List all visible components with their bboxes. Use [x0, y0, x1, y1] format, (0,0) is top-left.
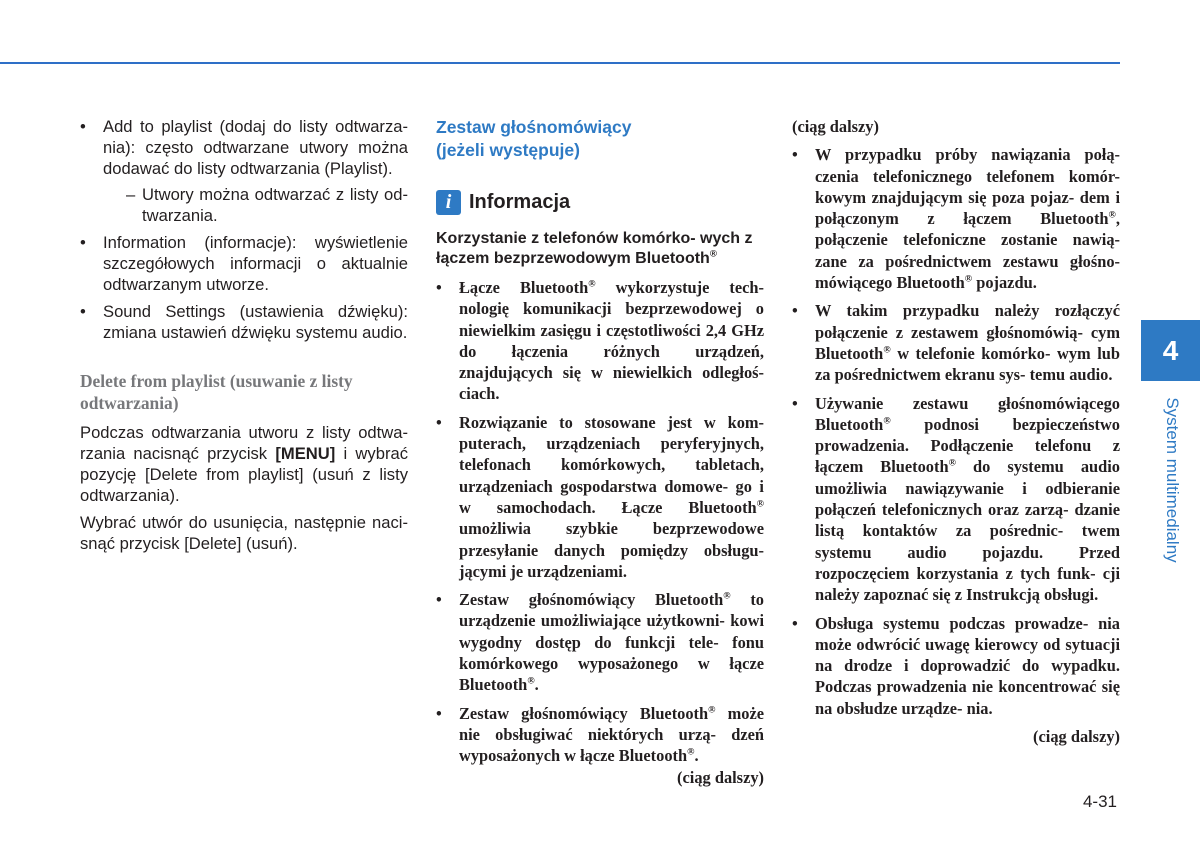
list-item: • Zestaw głośnomówiący Bluetooth® to urządzenie umożliwiające użytkowni- kowi wygodny dostęp do funkcji tele- fonu komórkowego wyposażonego w łącze Bluetooth®.	[436, 589, 764, 695]
sub-item: – Utwory można odtwarzać z listy od- twarzania.	[126, 185, 408, 225]
paragraph: Wybrać utwór do usunięcia, następnie naci- snąć przycisk [Delete] (usuń).	[80, 513, 408, 553]
list-item: • Rozwiązanie to stosowane jest w kom- puterach, urządzeniach peryferyjnych, telefonach komórkowych, tabletach, urządzeniach gospodarstwa domowe- go i w samochodach. Łącze Bluetooth® umożliwia szybkie bezprzewodowe przesyłanie danych pomiędzy obsługu- jącymi je urządzeniami.	[436, 412, 764, 582]
menu-button-label: [MENU]	[275, 444, 336, 463]
list-item: • Zestaw głośnomówiący Bluetooth® może nie obsługiwać niektórych urzą- dzeń wyposażonych w łącze Bluetooth®.	[436, 703, 764, 767]
list-item: • Sound Settings (ustawienia dźwięku): zmiana ustawień dźwięku systemu audio.	[80, 301, 408, 343]
list-item: • Information (informacje): wyświetlenie szczegółowych informacji o aktualnie odtwarzanym utworze.	[80, 232, 408, 295]
info-icon: i	[436, 190, 461, 215]
info-subheading: Korzystanie z telefonów komórko- wych z łączem bezprzewodowym Bluetooth®	[436, 230, 753, 267]
column-middle	[436, 116, 764, 788]
column-left	[80, 116, 408, 560]
paragraph: Podczas odtwarzania utworu z listy odtwa- rzania nacisnąć przycisk [MENU] i wybrać pozycję [Delete from playlist] (usuń z listy odtwarzania).	[80, 423, 408, 505]
chapter-tab: 4	[1141, 320, 1200, 381]
list-item: • W takim przypadku należy rozłączyć połączenie z zestawem głośnomówią- cym Bluetooth® w telefonie komórko- wym lub za pośrednictwem ekranu sys- temu audio.	[792, 300, 1120, 385]
chapter-title: System multimedialny	[1163, 396, 1182, 563]
info-list-continued	[792, 144, 1120, 719]
list-item: • Add to playlist (dodaj do listy odtwarza- nia): często odtwarzane utwory można dodawać do listy odtwarzania (Playlist). – Utwory można odtwarzać z listy od- twarzania.	[80, 116, 408, 226]
section-title: Zestaw głośnomówiący (jeżeli występuje)	[436, 117, 632, 160]
continued-label: (ciąg dalszy)	[792, 117, 879, 136]
info-title: Informacja	[469, 191, 571, 213]
subheading: Delete from playlist (usuwanie z listy odtwarzania)	[80, 371, 353, 413]
list-item: • Łącze Bluetooth® wykorzystuje tech- nologię komunikacji bezprzewodowej o niewielkim zasięgu i częstotliwości 2,4 GHz do łączenia różnych urządzeń, znajdujących się w niewielkich odległoś- ciach.	[436, 277, 764, 405]
menu-options-list	[80, 116, 408, 343]
continued-label: (ciąg dalszy)	[1033, 727, 1120, 747]
header-rule	[0, 62, 1120, 64]
page-number: 4-31	[1082, 792, 1117, 811]
continued-label: (ciąg dalszy)	[677, 767, 764, 787]
list-item: • Obsługa systemu podczas prowadze- nia może odwrócić uwagę kierowcy od sytuacji na drodze i doprowadzić do wypadku. Podczas prowadzenia nie koncentrować się na obsłudze urządze- nia.	[792, 613, 1120, 719]
list-item: • W przypadku próby nawiązania połą- czenia telefonicznego telefonem komór- kowym znajdującym się poza pojaz- dem i połączonym z łączem Bluetooth®, połączenie telefoniczne zostanie nawią- zane za pośrednictwem zestawu głośno- mówiącego Bluetooth® pojazdu.	[792, 144, 1120, 293]
list-item: • Używanie zestawu głośnomówiącego Bluetooth® podnosi bezpieczeństwo prowadzenia. Podłączenie telefonu z łączem Bluetooth® do systemu audio umożliwia nawiązywanie i odbieranie połączeń telefonicznych oraz zarzą- dzanie listą kontaktów za pośrednic- twem systemu audio pojazdu. Przed rozpoczęciem korzystania z tych funk- cji należy zapoznać się z Instrukcją obsługi.	[792, 393, 1120, 606]
info-list	[436, 277, 764, 767]
info-box-header	[436, 190, 764, 215]
column-right	[792, 116, 1120, 747]
